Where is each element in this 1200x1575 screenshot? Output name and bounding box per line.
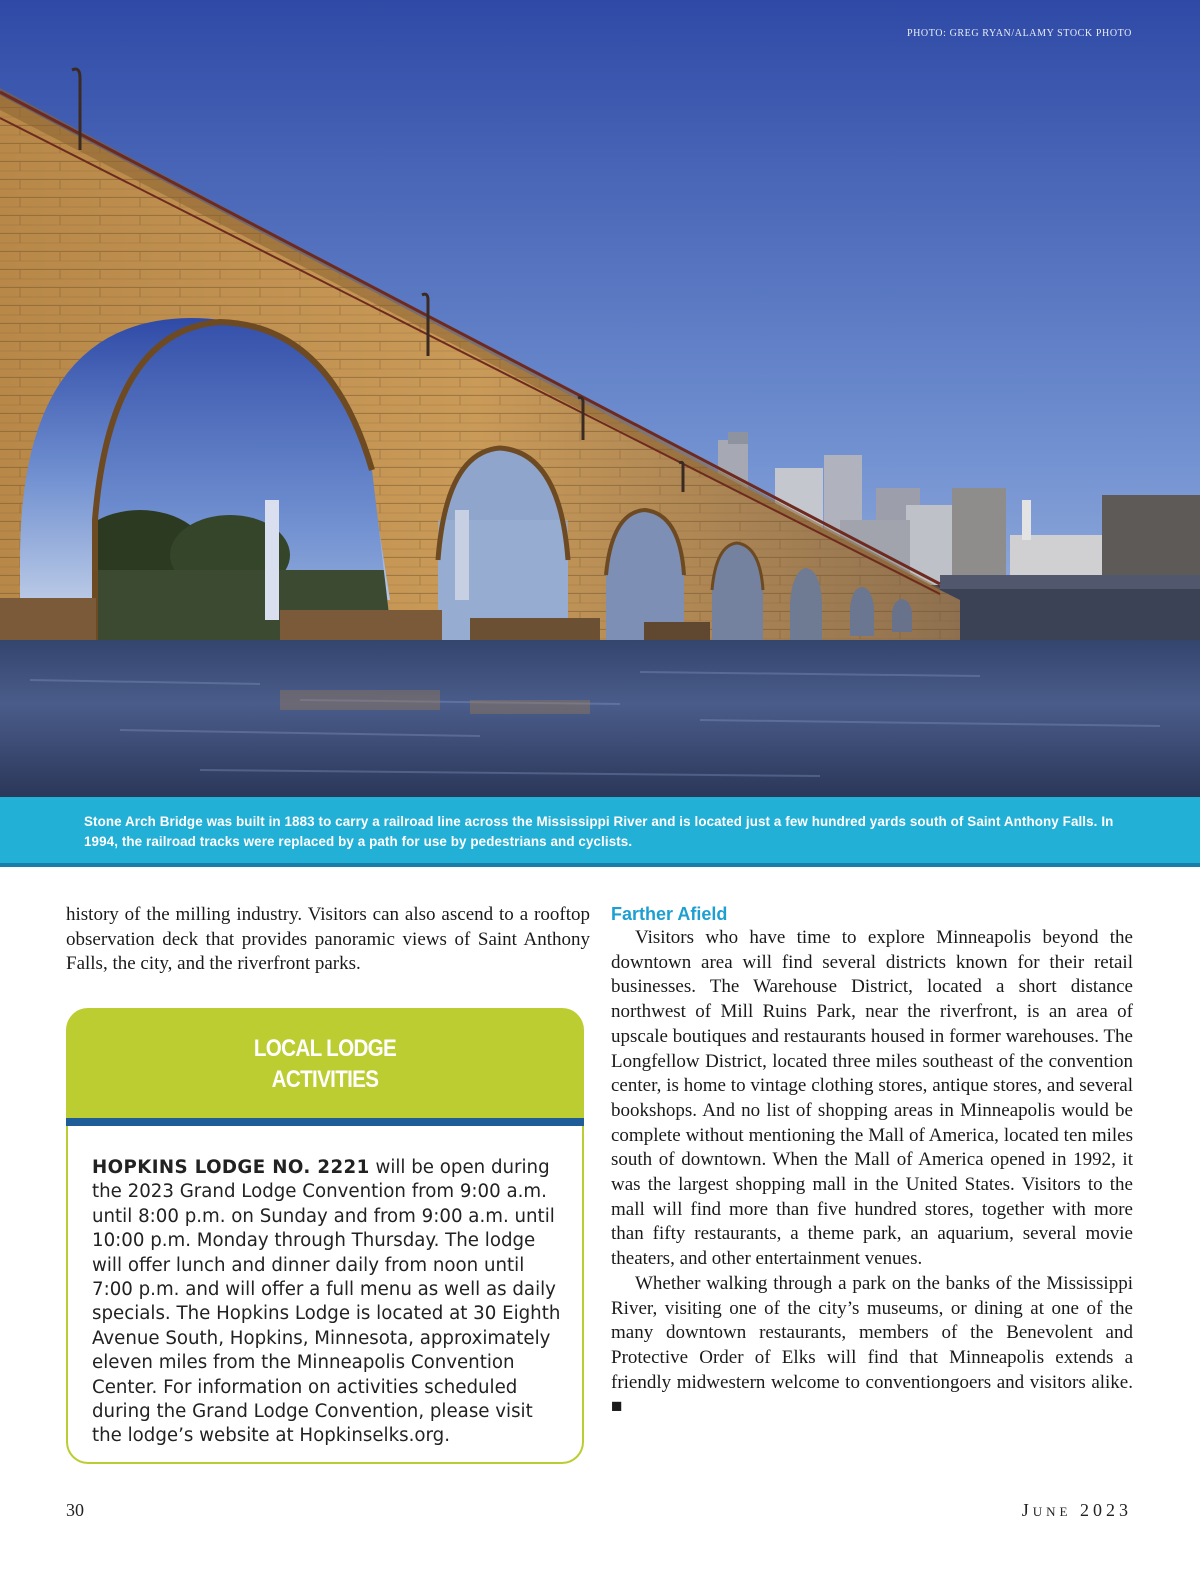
- photo-caption-band: [0, 797, 1200, 867]
- local-lodge-activities-box: [66, 1008, 584, 1464]
- photo-credit: PHOTO: GREG RYAN/ALAMY STOCK PHOTO: [906, 28, 1132, 39]
- issue-month-rest: UNE: [1032, 1504, 1072, 1519]
- right-paragraph-1: Visitors who have time to explore Minneapolis beyond the downtown area will find several districts known for their retail businesses. The Warehouse District, located a short distance northwest of Mill Ruins Park, near the riverfront, is an area of upscale boutiques and restaurants housed in former warehouses. The Longfellow District, located three miles southeast of the convention center, is home to vintage clothing stores, antique stores, and several bookshops. And no list of shopping areas in Minneapolis would be complete without mentioning the Mall of America, located ten miles south of downtown. When the Mall of America opened in 1992, it was the largest shopping mall in the United States. Visitors to the mall will find more than five hundred stores, together with more than fifty restaurants, a theme park, an aquarium, several movie theaters, and other entertainment venues.: [611, 927, 1133, 1270]
- photo-caption: Stone Arch Bridge was built in 1883 to carry a railroad line across the Mississippi River and is located just a few hundred yards south of Saint Anthony Falls. In 1994, the railroad tracks were replaced by a path for use by pedestrians and cyclists.: [84, 814, 1114, 849]
- sidebar-body-text: will be open during the 2023 Grand Lodge Convention from 9:00 a.m. until 8:00 p.m. on Sunday and from 9:00 a.m. until 10:00 p.m. Monday through Thursday. The lodge will offer lunch and dinner daily from noon until 7:00 p.m. and will offer a full menu as well as daily specials. The Hopkins Lodge is located at 30 Eighth Avenue South, Hopkins, Minnesota, approximately eleven miles from the Minneapolis Convention Center. For information on activities scheduled during the Grand Lodge Convention, please visit the lodge’s website at Hopkinselks.org.: [92, 1157, 561, 1447]
- sidebar-title: [102, 1033, 547, 1095]
- sidebar-body: [66, 1126, 584, 1464]
- right-paragraph-2: Whether walking through a park on the banks of the Mississippi River, visiting one of the city’s museums, or dining at one of the many downtown restaurants, members of the Benevolent and Protective Order of Elks will find that Minneapolis extends a friendly midwestern welcome to conventiongoers and visitors alike. ■: [611, 1272, 1133, 1418]
- left-column: [66, 903, 590, 977]
- section-subhead: Farther Afield: [611, 904, 728, 924]
- issue-date: [1022, 1500, 1132, 1521]
- sidebar-text: [92, 1156, 568, 1449]
- sidebar-divider: [66, 1118, 584, 1126]
- sidebar-header: [66, 1008, 584, 1118]
- left-paragraph: history of the milling industry. Visitors can also ascend to a rooftop observation deck that provides panoramic views of Saint Anthony Falls, the city, and the riverfront parks.: [66, 904, 590, 975]
- issue-month-initial: J: [1021, 1500, 1033, 1520]
- issue-year: 2023: [1080, 1500, 1132, 1520]
- sidebar-title-line1: LOCAL LODGE: [253, 1035, 397, 1062]
- page-number: 30: [66, 1500, 84, 1520]
- right-column: [611, 903, 1133, 1420]
- sidebar-lead: HOPKINS LODGE NO. 2221: [92, 1157, 370, 1178]
- sidebar-title-line2: ACTIVITIES: [271, 1066, 379, 1093]
